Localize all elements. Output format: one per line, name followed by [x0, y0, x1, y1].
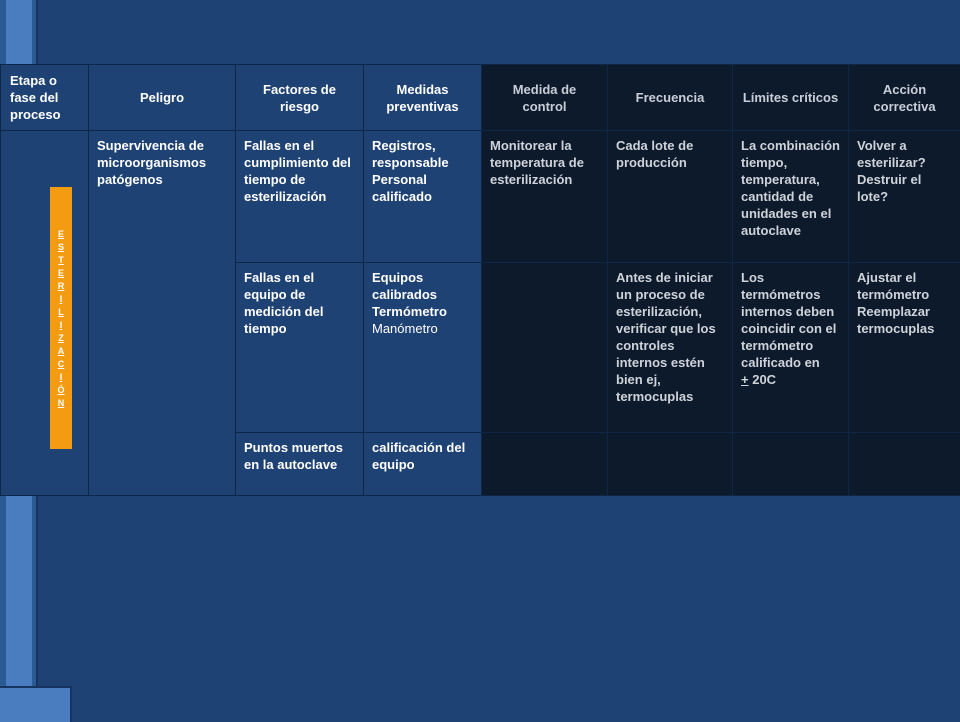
stage-letter: Ó — [57, 385, 64, 395]
preventive-cell: calificación del equipo — [364, 432, 482, 495]
risk-factor-cell: Puntos muertos en la autoclave — [236, 432, 364, 495]
frequency-cell — [608, 432, 733, 495]
stage-letter: E — [58, 268, 64, 278]
table-row — [1, 131, 960, 263]
stage-letter: L — [58, 307, 64, 317]
risk-factor-cell: Fallas en el cumplimiento del tiempo de esterilización — [236, 131, 364, 263]
stage-badge — [50, 187, 72, 449]
stage-letter: A — [58, 346, 65, 356]
header-control: Medida de control — [482, 65, 608, 131]
preventive-bold-text: Equipos calibrados Termómetro — [372, 270, 447, 319]
corrective-cell: Volver a esterilizar? Destruir el lote? — [849, 131, 960, 263]
header-hazard: Peligro — [89, 65, 236, 131]
stage-cell — [1, 131, 89, 496]
frequency-cell: Antes de iniciar un proceso de esterilización, verificar que los controles internos estén bien ej, termocuplas — [608, 263, 733, 432]
limits-text: Los termómetros internos deben coincidir con el termómetro calificado en — [741, 270, 836, 370]
stage-letter: S — [58, 242, 64, 252]
header-risk-factors: Factores de riesgo — [236, 65, 364, 131]
corrective-cell — [849, 432, 960, 495]
header-frequency: Frecuencia — [608, 65, 733, 131]
corrective-cell: Ajustar el termómetro Reemplazar termocuplas — [849, 263, 960, 432]
limits-cell: La combinación tiempo, temperatura, cantidad de unidades en el autoclave — [733, 131, 849, 263]
stage-letter: N — [58, 398, 65, 408]
preventive-cell — [364, 263, 482, 432]
header-corrective: Acción correctiva — [849, 65, 960, 131]
stage-letter: R — [58, 281, 65, 291]
stage-letter: I — [60, 294, 63, 304]
risk-factor-cell: Fallas en el equipo de medición del tiempo — [236, 263, 364, 432]
frame-foot — [0, 686, 72, 722]
limits-cell — [733, 432, 849, 495]
preventive-cell: Registros, responsable Personal calificado — [364, 131, 482, 263]
stage-letter: I — [60, 372, 63, 382]
header-row — [1, 65, 960, 131]
stage-letter: C — [58, 359, 65, 369]
preventive-normal-text: Manómetro — [372, 321, 438, 336]
control-cell: Monitorear la temperatura de esterilización — [482, 131, 608, 263]
header-limits: Límites críticos — [733, 65, 849, 131]
stage-letter: T — [58, 255, 64, 265]
limits-value: 20C — [752, 372, 776, 387]
control-cell — [482, 432, 608, 495]
control-cell — [482, 263, 608, 432]
header-preventive: Medidas preventivas — [364, 65, 482, 131]
stage-letter: Z — [58, 333, 64, 343]
frequency-cell: Cada lote de producción — [608, 131, 733, 263]
stage-letter: I — [60, 320, 63, 330]
header-stage: Etapa o fase del proceso — [1, 65, 89, 131]
stage-letter: E — [58, 229, 64, 239]
hazard-cell: Supervivencia de microorganismos patógenos — [89, 131, 236, 496]
limits-sign: + — [741, 372, 749, 387]
limits-cell — [733, 263, 849, 432]
haccp-table — [0, 64, 960, 496]
